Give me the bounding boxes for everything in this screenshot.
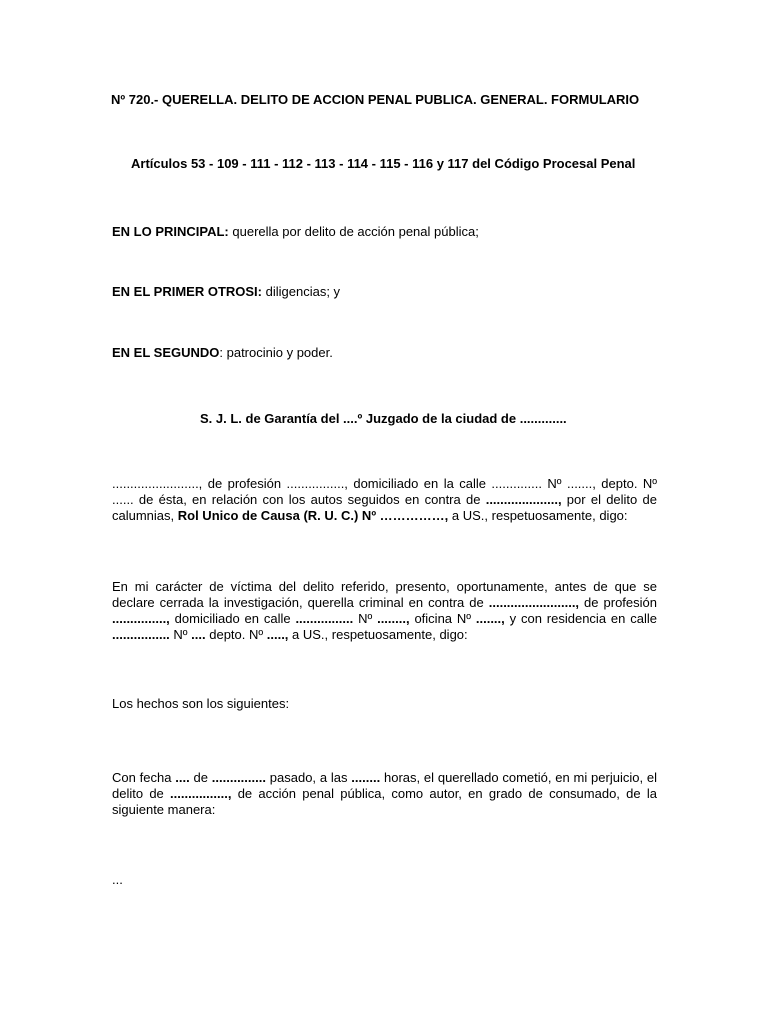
p1-b: ...................., (485, 492, 562, 507)
otrosi-primero-text: diligencias; y (262, 284, 341, 299)
p2-i: oficina Nº (409, 611, 476, 626)
otrosi-primero (112, 284, 340, 299)
p4-a: Con fecha (112, 770, 176, 785)
p2-a: En mi carácter de víctima del delito referido, presento, oportunamente, antes de que se declare cerrada la investigación, querella criminal en contra de (112, 579, 657, 610)
p2-d: ..............., (112, 611, 170, 626)
p4-c: de (189, 770, 212, 785)
p2-q: a US., respetuosamente, digo: (288, 627, 468, 642)
paragraph-hechos (112, 770, 657, 818)
document-subtitle: Artículos 53 - 109 - 111 - 112 - 113 - 114 - 115 - 116 y 117 del Código Procesal Penal (131, 156, 636, 171)
otrosi-principal-label: EN LO PRINCIPAL: (112, 224, 229, 239)
p4-i: de acción penal pública, como autor, en grado de consumado, de la siguiente manera: (112, 786, 657, 817)
p2-c: de profesión (579, 595, 657, 610)
p2-e: domiciliado en calle (169, 611, 296, 626)
otrosi-segundo-label: EN EL SEGUNDO (112, 345, 220, 360)
p2-n: .... (191, 627, 206, 642)
p1-c: por el delito de calumnias, (112, 492, 657, 523)
otrosi-primero-label: EN EL PRIMER OTROSI: (112, 284, 262, 299)
otrosi-segundo (112, 345, 333, 360)
tribunal-heading: S. J. L. de Garantía del ....º Juzgado de la ciudad de ............. (200, 411, 567, 426)
p2-j: ......., (475, 611, 505, 626)
p1-ruc: Rol Unico de Causa (R. U. C.) Nº ……………, (177, 508, 449, 523)
p2-m: Nº (169, 627, 192, 642)
otrosi-segundo-text: : patrocinio y poder. (219, 345, 333, 360)
p4-d: ............... (211, 770, 266, 785)
p2-k: y con residencia en calle (504, 611, 657, 626)
p4-g: horas, el querellado cometió, en mi perjuicio, el delito de (112, 770, 658, 801)
p2-o: depto. Nº (205, 627, 267, 642)
closing-ellipsis: ... (112, 872, 123, 887)
p2-b: ........................, (488, 595, 580, 610)
paragraph-comparecencia (112, 476, 657, 524)
p1-e: a US., respetuosamente, digo: (448, 508, 628, 523)
p4-h: ................, (170, 786, 232, 801)
p2-p: ....., (266, 627, 289, 642)
p2-h: ........, (377, 611, 410, 626)
p4-b: .... (175, 770, 190, 785)
p4-e: pasado, a las (265, 770, 352, 785)
p2-g: Nº (353, 611, 378, 626)
otrosi-principal-text: querella por delito de acción penal pública; (228, 224, 479, 239)
p2-f: ................ (295, 611, 354, 626)
p1-a: ........................, de profesión ................, domiciliado en la calle .............. Nº ......., depto. Nº ...... de ésta, en relación con los autos seguidos en contra de (112, 476, 657, 507)
paragraph-hechos-intro: Los hechos son los siguientes: (112, 696, 290, 711)
paragraph-querella (112, 579, 657, 643)
document-title: Nº 720.- QUERELLA. DELITO DE ACCION PENAL PUBLICA. GENERAL. FORMULARIO (111, 92, 640, 107)
otrosi-principal (112, 224, 479, 239)
p2-l: ................ (112, 627, 170, 642)
p4-f: ........ (351, 770, 381, 785)
